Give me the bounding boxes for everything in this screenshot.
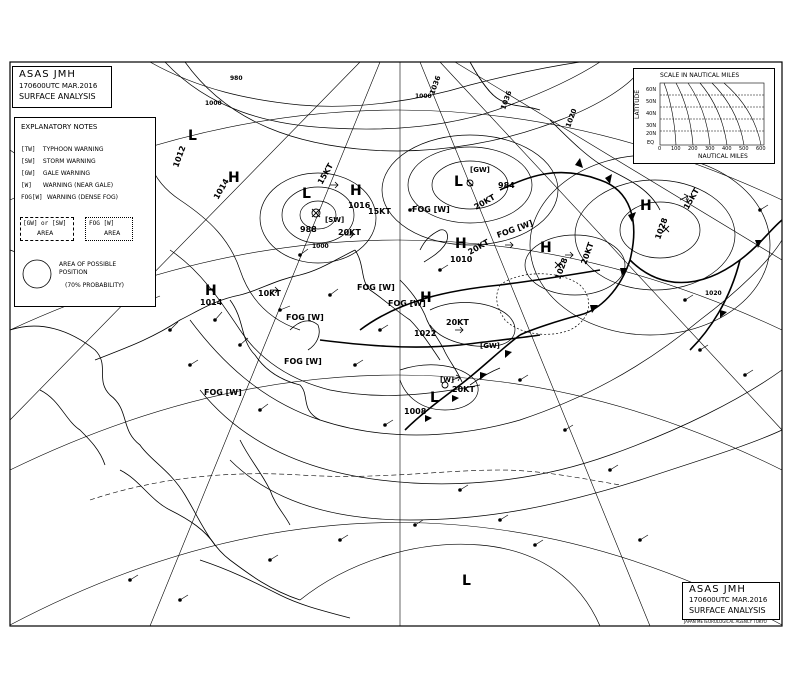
lat-tick: EQ: [647, 140, 655, 146]
center-value: 1012: [171, 144, 188, 169]
header-subtitle: SURFACE ANALYSIS: [19, 92, 96, 101]
center-value: 1016: [348, 201, 371, 210]
header-time: 170600UTC MAR.2016: [19, 82, 98, 90]
svg-text:20KT: 20KT: [338, 228, 361, 237]
agency-credit: JAPAN METEOROLOGICAL AGENCY TOKYO: [684, 619, 767, 624]
svg-text:15KT: 15KT: [368, 207, 391, 216]
legend-row: [SW] STORM WARNING: [21, 158, 96, 165]
center-value: 984: [498, 181, 515, 190]
svg-text:1000: 1000: [205, 100, 222, 107]
svg-text:FOG [W]: FOG [W]: [412, 205, 450, 214]
svg-text:20KT: 20KT: [466, 237, 491, 257]
center-value: 1010: [450, 255, 473, 264]
scale-ylabel: LATITUDE: [634, 89, 641, 119]
x-tick: 0: [658, 146, 662, 152]
center-letter: L: [462, 573, 471, 589]
scale-title: SCALE IN NAUTICAL MILES: [660, 72, 740, 79]
svg-text:1036: 1036: [499, 89, 514, 111]
center-value: 1008: [404, 407, 427, 416]
fog-labels: [204, 205, 534, 397]
svg-text:20KT: 20KT: [472, 192, 497, 212]
x-tick: 200: [688, 146, 698, 152]
x-tick: 400: [722, 146, 732, 152]
svg-text:1020: 1020: [705, 290, 722, 297]
svg-text:10KT: 10KT: [258, 289, 281, 298]
fog-area: [497, 274, 589, 335]
svg-text:20KT: 20KT: [446, 318, 469, 327]
x-tick: 300: [705, 146, 715, 152]
lat-tick: 60N: [646, 87, 657, 93]
svg-text:980: 980: [230, 75, 243, 82]
area-sample-gw: [GW] or [SW] AREA: [20, 217, 74, 241]
lat-tick: 50N: [646, 99, 657, 105]
footer-time: 170600UTC MAR.2016: [689, 596, 768, 604]
svg-text:1000: 1000: [415, 93, 432, 100]
svg-text:[GW]: [GW]: [480, 342, 500, 350]
center-letter: L: [430, 390, 439, 406]
notes-title: EXPLANATORY NOTES: [21, 123, 98, 131]
svg-text:20KT: 20KT: [452, 385, 475, 394]
explanatory-notes: [14, 117, 156, 307]
svg-text:FOG [W]: FOG [W]: [204, 388, 242, 397]
center-letter: H: [455, 236, 467, 252]
circle-caption: AREA OF POSSIBLE: [59, 261, 117, 268]
center-letter: H: [205, 283, 217, 299]
svg-text:1020: 1020: [564, 107, 579, 129]
legend-row: [GW] GALE WARNING: [21, 170, 90, 177]
header-title: ASAS JMH: [19, 69, 76, 80]
center-letter: H: [350, 183, 362, 199]
svg-text:1036: 1036: [428, 74, 443, 96]
center-letter: L: [188, 128, 197, 144]
center-value: 1028: [653, 216, 670, 241]
lat-tick: 30N: [646, 123, 657, 129]
footer-subtitle: SURFACE ANALYSIS: [689, 606, 766, 615]
svg-text:FOG [W]: FOG [W]: [284, 357, 322, 366]
legend-row: [W] WARNING (NEAR GALE): [21, 182, 114, 189]
svg-text:15KT: 15KT: [681, 186, 702, 211]
wind-labels: [258, 161, 701, 394]
wind-arrows: [270, 182, 688, 381]
center-value: 988: [300, 225, 317, 234]
svg-text:[GW]: [GW]: [470, 166, 490, 174]
center-value: 1022: [414, 329, 437, 338]
circle-caption: (70% PROBABILITY): [65, 282, 124, 289]
lat-tick: 20N: [646, 131, 657, 137]
svg-text:1000: 1000: [312, 243, 329, 250]
svg-text:FOG [W]: FOG [W]: [388, 299, 426, 308]
x-tick: 600: [756, 146, 766, 152]
footer-box: [682, 582, 780, 620]
center-value: 1014: [211, 177, 231, 201]
circle-caption: POSITION: [59, 269, 88, 276]
center-letter: H: [420, 290, 432, 306]
footer-title: ASAS JMH: [689, 584, 746, 595]
probability-circle: [21, 258, 53, 290]
svg-text:FOG [W]: FOG [W]: [286, 313, 324, 322]
legend-row: [TW] TYPHOON WARNING: [21, 146, 104, 153]
scale-box: [633, 68, 775, 164]
svg-text:FOG [W]: FOG [W]: [357, 283, 395, 292]
center-value: 1028: [553, 256, 570, 281]
area-sample-fog: FOG [W] AREA: [85, 217, 133, 241]
x-tick: 500: [739, 146, 749, 152]
svg-text:[W]: [W]: [440, 376, 455, 384]
center-letter: H: [640, 198, 652, 214]
center-value: 1014: [200, 298, 223, 307]
center-letter: H: [228, 170, 240, 186]
svg-text:[SW]: [SW]: [325, 216, 345, 224]
center-letter: H: [540, 240, 552, 256]
scale-xlabel: NAUTICAL MILES: [698, 153, 748, 160]
center-letter: L: [302, 186, 311, 202]
svg-text:15KT: 15KT: [315, 161, 336, 186]
legend-row: FOG[W] WARNING (DENSE FOG): [21, 194, 119, 201]
center-letter: L: [454, 174, 463, 190]
svg-text:FOG [W]: FOG [W]: [495, 218, 535, 240]
lat-tick: 40N: [646, 111, 657, 117]
svg-text:20KT: 20KT: [579, 241, 596, 266]
header-box: [12, 66, 112, 108]
x-tick: 100: [671, 146, 681, 152]
